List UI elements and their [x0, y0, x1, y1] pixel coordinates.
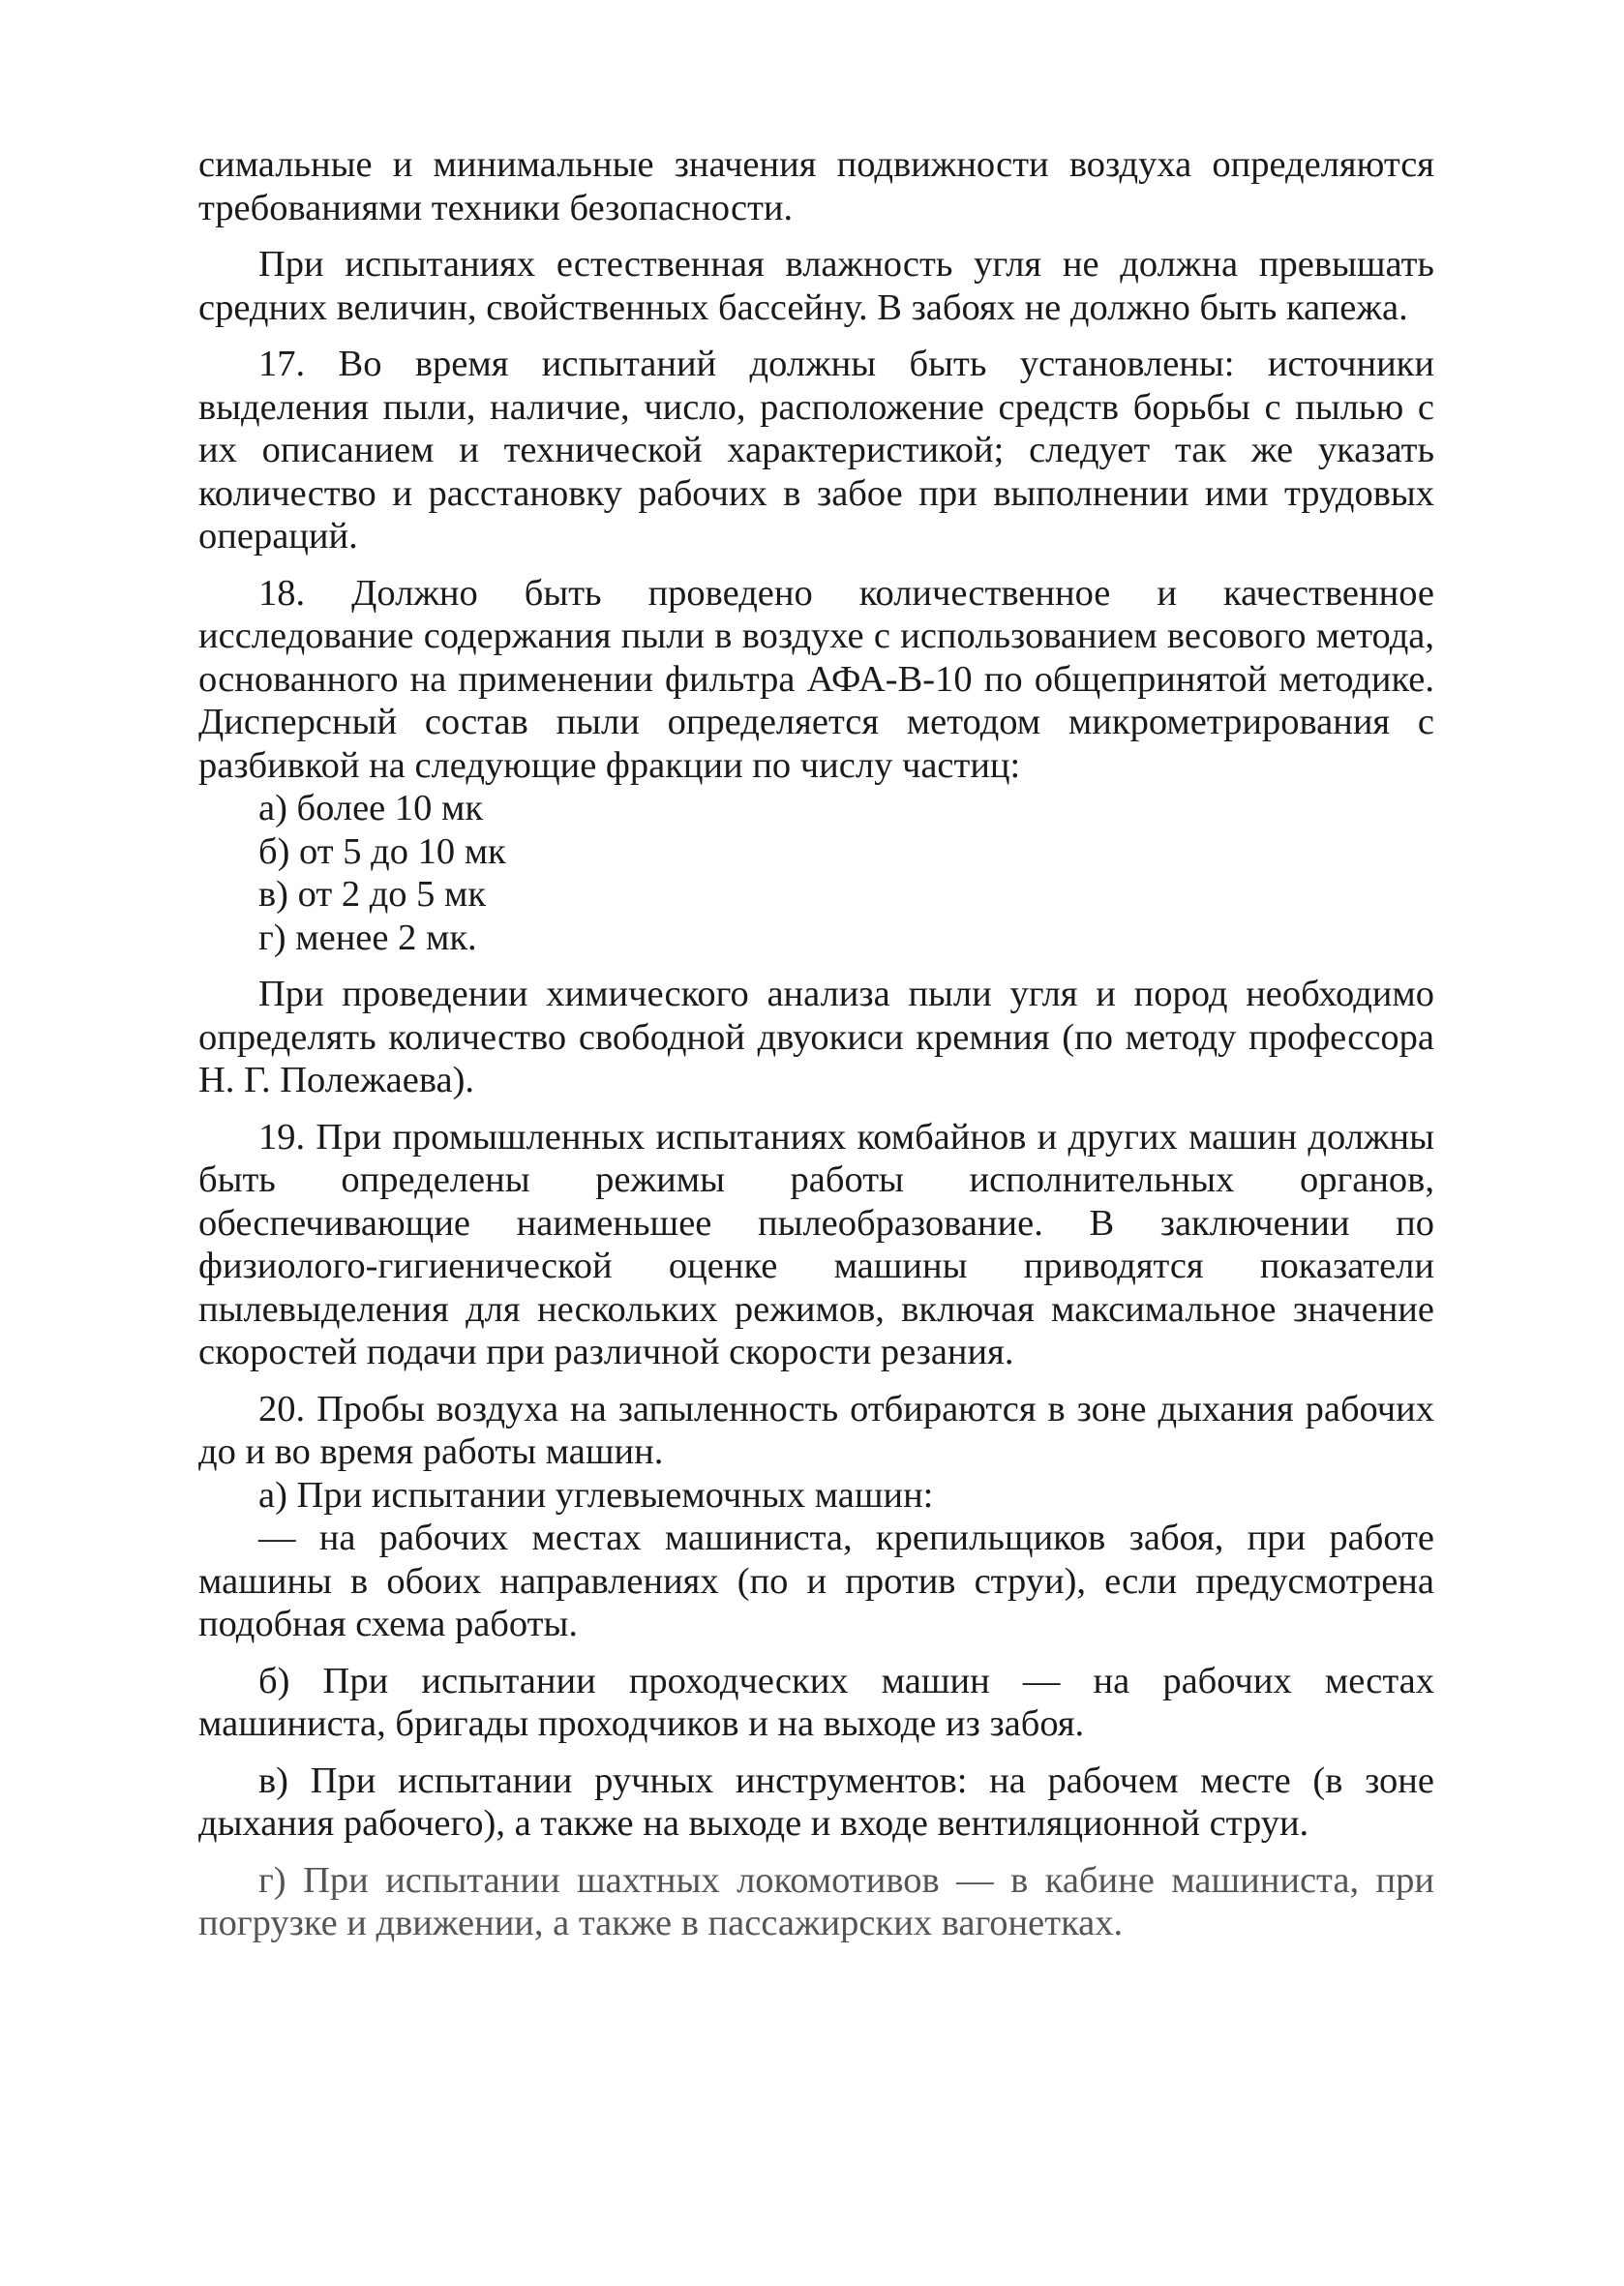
- paragraph-20a: а) При испытании углевыемочных машин:: [258, 1474, 934, 1516]
- paragraph-17: 17. Во время испытаний должны быть установлены: источники выделения пыли, наличие, число, расположение средств борьбы с пылью с их описанием и технической характеристикой; следует так же указать количество и расстановку рабочих в забое при выполнении ими трудовых операций.: [198, 344, 1434, 556]
- fraction-item-a: а) более 10 мк: [258, 788, 484, 828]
- paragraph-chemical-analysis: При проведении химического анализа пыли угля и пород необходимо определять количество свободной двуокиси кремния (по методу профессора Н. Г. Полежаева).: [198, 974, 1434, 1100]
- paragraph-18: 18. Должно быть проведено количественное и качественное исследование содержания пыли в воздухе с использованием весового метода, основанного на применении фильтра АФА-В-10 по общепринятой методике. Дисперсный состав пыли определяется методом микрометрирования с разбивкой на следующие фракции по числу частиц:: [198, 572, 1434, 786]
- paragraph-20a-detail: — на рабочих местах машиниста, крепильщиков забоя, при работе машины в обоих направлениях (по и против струи), если предусмотрена подобная схема работы.: [198, 1518, 1434, 1644]
- fraction-item-b: б) от 5 до 10 мк: [258, 830, 506, 872]
- paragraph-20v: в) При испытании ручных инструментов: на рабочем месте (в зоне дыхания рабочего), а также на выходе и входе вентиляционной струи.: [198, 1760, 1434, 1844]
- paragraph-19: 19. При промышленных испытаниях комбайнов и других машин должны быть определены режимы работы исполнительных органов, обеспечивающие наименьшее пылеобразование. В заключении по физиолого-гигиенической оценке машины приводятся показатели пылевыделения для нескольких режимов, включая максимальное значение скоростей подачи при различной скорости резания.: [198, 1116, 1434, 1372]
- fraction-item-v: в) от 2 до 5 мк: [258, 874, 487, 915]
- document-page: [198, 143, 1434, 1945]
- fraction-item-g: г) менее 2 мк.: [258, 917, 477, 958]
- fraction-list: [198, 787, 1434, 959]
- paragraph-continuation: симальные и минимальные значения подвижности воздуха определяются требованиями техники безопасности.: [198, 144, 1434, 228]
- paragraph-20b: б) При испытании проходческих машин — на рабочих местах машиниста, бригады проходчиков и на выходе из забоя.: [198, 1660, 1434, 1744]
- paragraph-20g: г) При испытании шахтных локомотивов — в кабине машиниста, при погрузке и движении, а также в пассажирских вагонетках.: [198, 1859, 1434, 1943]
- paragraph-humidity: При испытаниях естественная влажность угля не должна превышать средних величин, свойственных бассейну. В забоях не должно быть капежа.: [198, 244, 1434, 328]
- paragraph-20: 20. Пробы воздуха на запыленность отбираются в зоне дыхания рабочих до и во время работы машин.: [198, 1388, 1434, 1472]
